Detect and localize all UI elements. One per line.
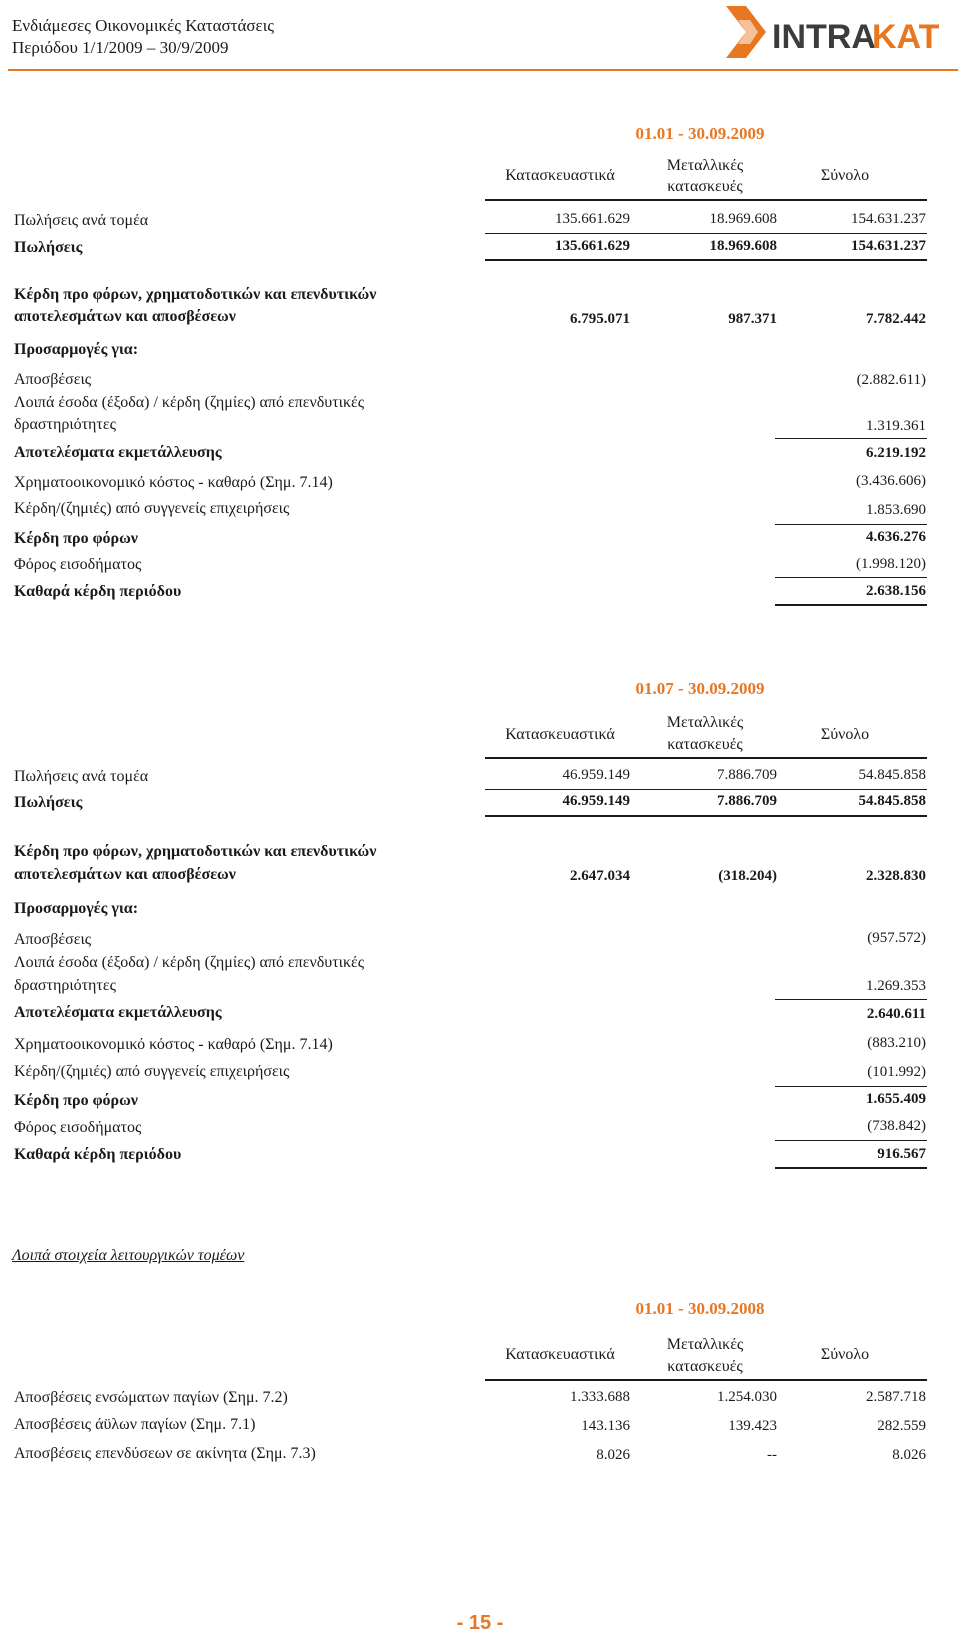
document-title: Ενδιάμεσες Οικονομικές Καταστάσεις (12, 16, 275, 35)
cell-value: 1.254.030 (717, 1389, 777, 1405)
page-number: - 15 - (456, 1612, 504, 1634)
cell-value: 987.371 (728, 311, 777, 327)
cell-value: 54.845.858 (858, 767, 926, 783)
cell-value: 7.886.709 (717, 767, 777, 783)
row-label: Πωλήσεις ανά τομέα (14, 768, 149, 785)
section-heading: Λοιπά στοιχεία λειτουργικών τομέων (12, 1247, 245, 1264)
cell-value: 2.328.830 (866, 868, 926, 884)
row-label: δραστηριότητες (14, 416, 116, 433)
row-label: Κέρδη προ φόρων, χρηματοδοτικών και επενδυτικών (14, 843, 377, 860)
cell-value: 154.631.237 (851, 238, 926, 254)
cell-value: (957.572) (867, 930, 926, 946)
rule (775, 1086, 927, 1087)
cell-value: 7.782.442 (866, 311, 926, 327)
rule-double (485, 259, 927, 261)
row-label: αποτελεσμάτων και αποσβέσεων (14, 308, 236, 325)
rule-double (775, 1167, 927, 1169)
row-label: Κέρδη/(ζημιές) από συγγενείς επιχειρήσεις (14, 500, 290, 517)
col-header-metal-line1: Μεταλλικές (666, 714, 744, 731)
cell-value: 1.269.353 (866, 978, 926, 994)
cell-value: 1.853.690 (866, 502, 926, 518)
period-heading: 01.01 - 30.09.2009 (635, 124, 765, 143)
cell-value: 1.655.409 (866, 1091, 926, 1107)
col-header-construction: Κατασκευαστικά (505, 726, 615, 743)
cell-value: (101.992) (867, 1064, 926, 1080)
cell-value: 18.969.608 (709, 211, 777, 227)
row-label: Φόρος εισοδήματος (14, 1119, 142, 1136)
cell-value: 7.886.709 (717, 793, 777, 809)
cell-value: 2.587.718 (866, 1389, 926, 1405)
rule (775, 999, 927, 1000)
cell-value: 135.661.629 (555, 238, 630, 254)
cell-value: 916.567 (877, 1146, 926, 1162)
col-header-metal-line2: κατασκευές (667, 736, 743, 753)
col-header-total: Σύνολο (820, 726, 870, 743)
cell-value: -- (767, 1447, 777, 1463)
row-label: δραστηριότητες (14, 977, 116, 994)
cell-value: (883.210) (867, 1035, 926, 1051)
cell-value: 8.026 (596, 1447, 630, 1463)
cell-value: 139.423 (728, 1418, 777, 1434)
cell-value: 1.319.361 (866, 418, 926, 434)
cell-value: 2.647.034 (570, 868, 630, 884)
row-label: Προσαρμογές για: (14, 900, 139, 917)
row-label: Αποσβέσεις (14, 371, 92, 388)
rule (775, 524, 927, 525)
row-label: αποτελεσμάτων και αποσβέσεων (14, 866, 236, 883)
cell-value: 54.845.858 (858, 793, 926, 809)
period-heading: 01.01 - 30.09.2008 (635, 1299, 765, 1318)
row-label: Λοιπά έσοδα (έξοδα) / κέρδη (ζημίες) από επενδυτικές (14, 394, 365, 411)
row-label: Αποσβέσεις επενδύσεων σε ακίνητα (Σημ. 7.3) (14, 1445, 316, 1462)
header-underline (485, 199, 927, 201)
row-label: Αποτελέσματα εκμετάλλευσης (14, 1004, 222, 1021)
cell-value: 143.136 (581, 1418, 630, 1434)
row-label: Αποσβέσεις ενσώματων παγίων (Σημ. 7.2) (14, 1389, 288, 1406)
row-label: Καθαρά κέρδη περιόδου (14, 1146, 182, 1163)
cell-value: (318.204) (718, 868, 777, 884)
cell-value: 4.636.276 (866, 529, 926, 545)
row-label: Κέρδη προ φόρων (14, 530, 138, 547)
cell-value: (738.842) (867, 1118, 926, 1134)
logo-text-dark: INTRA (772, 18, 876, 56)
cell-value: (1.998.120) (856, 556, 926, 572)
cell-value: 46.959.149 (562, 793, 630, 809)
cell-value: 135.661.629 (555, 211, 630, 227)
cell-value: 2.640.611 (866, 1006, 926, 1022)
row-label: Αποσβέσεις άϋλων παγίων (Σημ. 7.1) (14, 1416, 256, 1433)
intrakat-logo (720, 6, 956, 60)
cell-value: 6.219.192 (866, 445, 926, 461)
cell-value: 282.559 (877, 1418, 926, 1434)
cell-value: 2.638.156 (866, 583, 926, 599)
document-period: Περιόδου 1/1/2009 – 30/9/2009 (12, 38, 229, 57)
rule-double (775, 604, 927, 606)
col-header-total: Σύνολο (820, 167, 870, 184)
cell-value: (3.436.606) (856, 473, 926, 489)
row-label: Πωλήσεις (14, 239, 83, 256)
cell-value: 6.795.071 (570, 311, 630, 327)
cell-value: (2.882.611) (856, 372, 926, 388)
row-label: Κέρδη προ φόρων (14, 1092, 138, 1109)
col-header-construction: Κατασκευαστικά (505, 167, 615, 184)
row-label: Καθαρά κέρδη περιόδου (14, 583, 182, 600)
rule (485, 233, 927, 234)
row-label: Πωλήσεις ανά τομέα (14, 212, 149, 229)
header-rule (8, 69, 958, 71)
row-label: Κέρδη/(ζημιές) από συγγενείς επιχειρήσεις (14, 1063, 290, 1080)
row-label: Αποτελέσματα εκμετάλλευσης (14, 444, 222, 461)
col-header-metal-line1: Μεταλλικές (666, 157, 744, 174)
header-underline (485, 757, 927, 759)
row-label: Προσαρμογές για: (14, 341, 139, 358)
cell-value: 154.631.237 (851, 211, 926, 227)
col-header-total: Σύνολο (820, 1346, 870, 1363)
col-header-metal-line2: κατασκευές (667, 1358, 743, 1375)
rule (485, 789, 927, 790)
row-label: Χρηματοοικονομικό κόστος - καθαρό (Σημ. 7.14) (14, 1036, 333, 1053)
col-header-construction: Κατασκευαστικά (505, 1346, 615, 1363)
cell-value: 8.026 (892, 1447, 926, 1463)
row-label: Χρηματοοικονομικό κόστος - καθαρό (Σημ. 7.14) (14, 474, 333, 491)
rule-double (485, 815, 927, 817)
row-label: Πωλήσεις (14, 794, 83, 811)
cell-value: 46.959.149 (562, 767, 630, 783)
header-underline (485, 1379, 927, 1381)
cell-value: 1.333.688 (570, 1389, 630, 1405)
rule (775, 577, 927, 578)
period-heading: 01.07 - 30.09.2009 (635, 679, 765, 698)
logo-text-accent: KAT (872, 18, 940, 56)
row-label: Αποσβέσεις (14, 931, 92, 948)
rule (775, 1140, 927, 1141)
row-label: Λοιπά έσοδα (έξοδα) / κέρδη (ζημίες) από επενδυτικές (14, 954, 365, 971)
row-label: Φόρος εισοδήματος (14, 556, 142, 573)
col-header-metal-line1: Μεταλλικές (666, 1336, 744, 1353)
row-label: Κέρδη προ φόρων, χρηματοδοτικών και επενδυτικών (14, 286, 377, 303)
rule (775, 438, 927, 439)
cell-value: 18.969.608 (709, 238, 777, 254)
col-header-metal-line2: κατασκευές (667, 178, 743, 195)
